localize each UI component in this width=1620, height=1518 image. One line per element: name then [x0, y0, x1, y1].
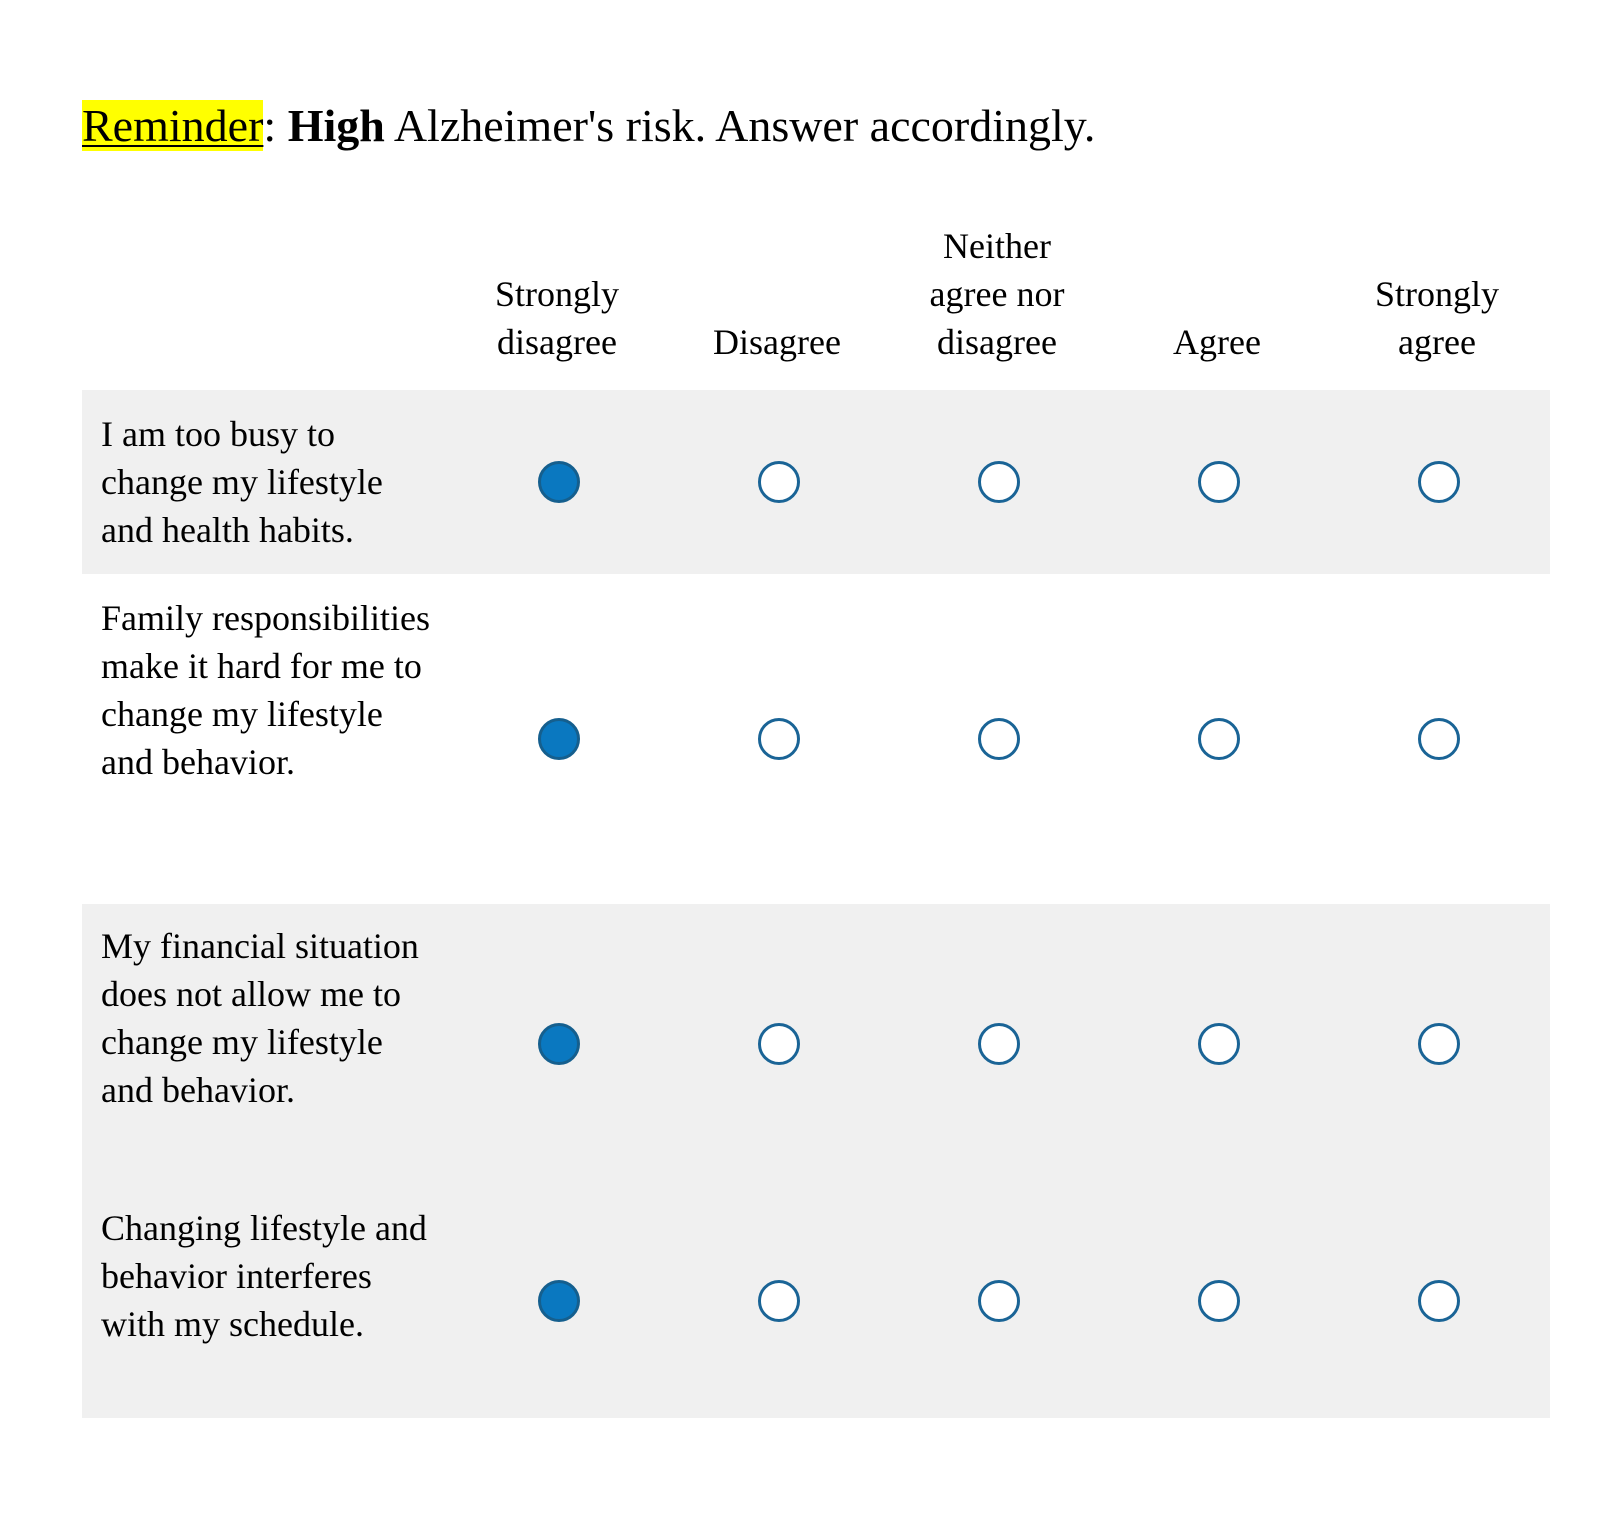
reminder-label: Reminder	[82, 100, 264, 151]
radio-strongly-agree[interactable]	[1418, 718, 1460, 760]
radio-agree[interactable]	[1198, 1280, 1240, 1322]
radio-disagree[interactable]	[758, 718, 800, 760]
column-header-strongly-disagree: Strongly disagree	[494, 274, 619, 362]
likert-matrix	[82, 210, 1550, 1418]
column-header-strongly-agree: Strongly agree	[1374, 274, 1499, 362]
column-header-disagree: Disagree	[713, 322, 841, 362]
matrix-rows	[82, 390, 1550, 1418]
radio-strongly-disagree[interactable]	[538, 461, 580, 503]
matrix-row	[82, 390, 1550, 574]
reminder-message: Alzheimer's risk. Answer accordingly.	[393, 100, 1096, 151]
radio-neither[interactable]	[978, 1280, 1020, 1322]
statement-text: I am too busy to change my lifestyle and health habits.	[101, 414, 383, 550]
statement-text: Changing lifestyle and behavior interferes with my schedule.	[101, 1208, 427, 1344]
radio-disagree[interactable]	[758, 1023, 800, 1065]
radio-disagree[interactable]	[758, 1280, 800, 1322]
radio-agree[interactable]	[1198, 461, 1240, 503]
reminder-banner	[82, 96, 1095, 156]
radio-strongly-agree[interactable]	[1418, 461, 1460, 503]
radio-strongly-disagree[interactable]	[538, 1023, 580, 1065]
reminder-separator: :	[263, 100, 277, 151]
statement-text: My financial situation does not allow me to change my lifestyle and behavior.	[101, 926, 419, 1110]
radio-strongly-agree[interactable]	[1418, 1280, 1460, 1322]
risk-level: High	[287, 100, 385, 151]
matrix-row	[82, 904, 1550, 1184]
radio-neither[interactable]	[978, 1023, 1020, 1065]
matrix-row	[82, 574, 1550, 904]
radio-neither[interactable]	[978, 461, 1020, 503]
radio-agree[interactable]	[1198, 1023, 1240, 1065]
statement-text: Family responsibilities make it hard for me to change my lifestyle and behavior.	[101, 598, 430, 782]
radio-disagree[interactable]	[758, 461, 800, 503]
radio-neither[interactable]	[978, 718, 1020, 760]
column-header-agree: Agree	[1173, 322, 1261, 362]
column-header-neither: Neither agree nor disagree	[929, 226, 1065, 362]
matrix-row	[82, 1184, 1550, 1418]
radio-strongly-disagree[interactable]	[538, 1280, 580, 1322]
matrix-header-row	[82, 210, 1550, 390]
radio-strongly-disagree[interactable]	[538, 718, 580, 760]
radio-agree[interactable]	[1198, 718, 1240, 760]
radio-strongly-agree[interactable]	[1418, 1023, 1460, 1065]
